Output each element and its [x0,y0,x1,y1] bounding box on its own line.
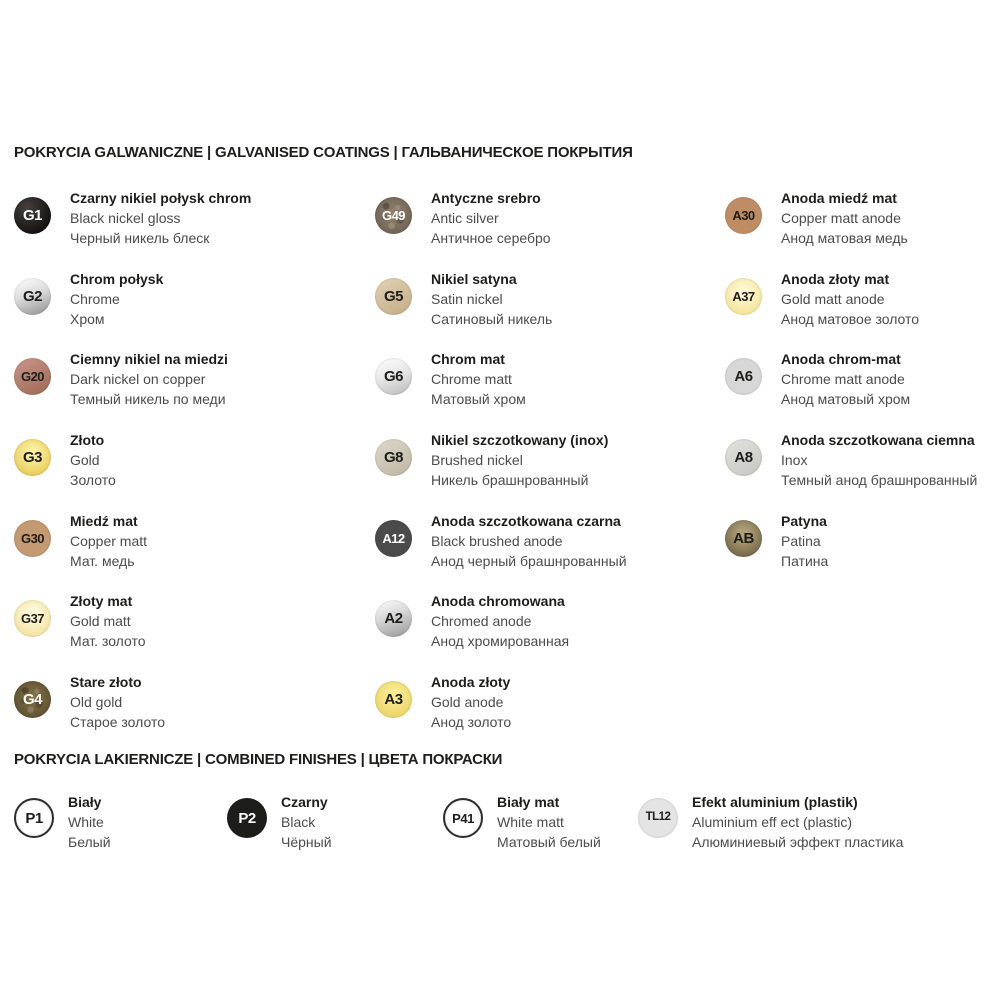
finish-name-ru: Сатиновый никель [431,311,553,327]
swatch-A2 [375,600,412,637]
finish-labels [70,672,165,732]
swatch-G3 [14,439,51,476]
finish-name-ru: Белый [68,834,111,850]
swatch-G37 [14,600,51,637]
finish-name-pl: Biały mat [497,794,560,810]
finish-name-en: Aluminium eff ect (plastic) [692,814,853,830]
finish-name-pl: Anoda chrom-mat [781,351,901,367]
swatch-TL12 [638,798,678,838]
finish-name-pl: Nikiel szczotkowany (inox) [431,432,609,448]
swatch-A30 [725,197,762,234]
swatch-G6 [375,358,412,395]
swatch-G30 [14,520,51,557]
finish-name-pl: Stare złoto [70,674,142,690]
finish-item-G6 [375,349,715,411]
finish-labels [70,188,251,248]
finish-code-label: TL12 [645,811,671,824]
finish-item-G8 [375,430,715,492]
swatch-G49 [375,197,412,234]
finish-name-pl: Anoda chromowana [431,593,565,609]
finish-name-pl: Nikiel satyna [431,271,517,287]
finish-item-G5 [375,269,715,331]
finish-name-en: Brushed nickel [431,452,523,468]
finish-name-en: Dark nickel on copper [70,371,206,387]
finish-labels [431,269,552,329]
finish-code-label: G20 [20,369,45,384]
finish-item-A30 [725,188,1000,250]
finish-name-pl: Anoda złoty [431,674,511,690]
finish-code-label: G3 [22,449,42,466]
finish-code-label: P2 [238,809,256,827]
finish-name-ru: Золото [70,472,116,488]
finish-name-en: Chromed anode [431,613,532,629]
finish-item-TL12 [638,792,978,854]
finish-name-pl: Miedź mat [70,513,138,529]
finish-name-ru: Мат. золото [70,633,146,649]
finish-code-label: A12 [382,531,405,546]
finish-name-pl: Chrom mat [431,351,505,367]
finish-item-AB [725,511,1000,573]
swatch-A37 [725,278,762,315]
finish-item-G49 [375,188,715,250]
finish-labels [781,269,919,329]
finish-labels [68,792,111,852]
finish-labels [431,591,569,651]
finish-name-pl: Anoda szczotkowana ciemna [781,432,975,448]
finish-name-pl: Czarny nikiel połysk chrom [70,190,252,206]
finish-name-ru: Чёрный [281,834,332,850]
finish-code-label: G4 [22,691,42,708]
finish-name-en: Gold anode [431,694,504,710]
finish-name-ru: Хром [70,311,105,327]
finish-name-en: Black nickel gloss [70,210,181,226]
swatch-G5 [375,278,412,315]
finish-labels [70,591,146,651]
swatch-AB [725,520,762,557]
finish-name-en: Chrome matt [431,371,512,387]
swatch-G4 [14,681,51,718]
finish-item-A2 [375,591,715,653]
finish-item-G2 [14,269,354,331]
finish-name-ru: Черный никель блеск [70,230,210,246]
finish-code-label: A3 [384,691,403,708]
finish-name-ru: Мат. медь [70,553,135,569]
finish-name-ru: Алюминиевый эффект пластика [692,834,904,850]
finish-item-G37 [14,591,354,653]
finish-name-ru: Темный анод брашнрованный [781,472,978,488]
finish-name-en: Copper matt [70,533,148,549]
swatch-G1 [14,197,51,234]
finish-labels [70,269,163,329]
finish-code-label: G37 [20,611,45,626]
finish-code-label: G49 [381,208,406,223]
finish-name-en: White matt [497,814,564,830]
finish-name-ru: Матовый хром [431,391,526,407]
finish-code-label: A8 [734,449,753,466]
finish-code-label: G8 [383,449,403,466]
finish-name-ru: Анод черный брашнрованный [431,553,627,569]
finish-name-en: Old gold [70,694,123,710]
finish-name-en: Copper matt anode [781,210,901,226]
finish-labels [431,188,551,248]
finish-name-pl: Patyna [781,513,827,529]
finish-name-en: Chrome [70,291,120,307]
finish-name-en: Patina [781,533,821,549]
finish-item-A12 [375,511,715,573]
finish-name-pl: Złoty mat [70,593,133,609]
finish-code-label: G5 [383,288,403,305]
finish-labels [781,511,828,571]
finish-code-label: AB [733,530,754,547]
finish-item-G4 [14,672,354,734]
finish-name-en: Gold matt [70,613,131,629]
finish-name-ru: Анод матовое золото [781,311,920,327]
finish-labels [70,349,228,409]
finish-name-en: Black brushed anode [431,533,563,549]
section-lacquer-title: POKRYCIA LAKIERNICZE | COMBINED FINISHES | ЦВЕТА ПОКРАСКИ [14,751,503,768]
finish-name-ru: Патина [781,553,829,569]
finish-code-label: A2 [384,610,403,627]
finish-code-label: P1 [25,809,43,827]
finish-labels [281,792,332,852]
finish-labels [781,430,977,490]
swatch-G20 [14,358,51,395]
swatch-A8 [725,439,762,476]
finish-name-pl: Anoda złoty mat [781,271,890,287]
finish-name-pl: Anoda miedź mat [781,190,897,206]
finish-labels [781,188,908,248]
finish-name-en: Antic silver [431,210,499,226]
finish-name-ru: Античное серебро [431,230,551,246]
finish-name-pl: Antyczne srebro [431,190,541,206]
finish-labels [431,349,526,409]
finish-item-A8 [725,430,1000,492]
finish-code-label: G2 [22,288,42,305]
finish-labels [781,349,910,409]
finish-name-pl: Ciemny nikiel na miedzi [70,351,228,367]
finish-name-pl: Złoto [70,432,105,448]
finish-name-pl: Chrom połysk [70,271,164,287]
finish-name-ru: Темный никель по меди [70,391,226,407]
finish-labels [431,672,511,732]
swatch-G8 [375,439,412,476]
finish-name-en: Chrome matt anode [781,371,905,387]
finish-name-pl: Biały [68,794,102,810]
swatch-P2 [227,798,267,838]
finish-item-G3 [14,430,354,492]
finish-name-pl: Efekt aluminium (plastik) [692,794,858,810]
finish-item-A3 [375,672,715,734]
finish-labels [497,792,601,852]
finish-item-G1 [14,188,354,250]
finish-name-en: Inox [781,452,808,468]
finish-name-pl: Anoda szczotkowana czarna [431,513,621,529]
finish-labels [431,511,627,571]
finish-name-en: Gold matt anode [781,291,885,307]
finish-labels [692,792,903,852]
finish-code-label: P41 [452,810,474,826]
finish-item-G20 [14,349,354,411]
finish-name-ru: Матовый белый [497,834,601,850]
finish-code-label: G6 [383,368,403,385]
swatch-P1 [14,798,54,838]
finish-item-A37 [725,269,1000,331]
finish-code-label: A37 [732,289,755,304]
finish-name-en: Gold [70,452,100,468]
finish-code-label: A6 [734,368,753,385]
finish-item-A6 [725,349,1000,411]
swatch-A12 [375,520,412,557]
swatch-A3 [375,681,412,718]
finish-name-en: White [68,814,104,830]
swatch-G2 [14,278,51,315]
swatch-P41 [443,798,483,838]
finish-name-pl: Czarny [281,794,328,810]
finish-code-label: A30 [732,208,755,223]
finish-name-ru: Анод хромированная [431,633,570,649]
finish-labels [431,430,608,490]
finish-labels [70,511,147,571]
finish-item-G30 [14,511,354,573]
section-galvanised-title: POKRYCIA GALWANICZNE | GALVANISED COATINGS | ГАЛЬВАНИЧЕСКОЕ ПОКРЫТИЯ [14,144,633,161]
finish-name-ru: Старое золото [70,714,165,730]
finish-code-label: G30 [20,531,45,546]
finish-name-ru: Анод матовая медь [781,230,908,246]
swatch-A6 [725,358,762,395]
finish-name-ru: Анод золото [431,714,512,730]
finish-code-label: G1 [22,207,42,224]
finish-name-ru: Никель брашнрованный [431,472,589,488]
finish-labels [70,430,116,490]
finish-name-en: Satin nickel [431,291,503,307]
finish-name-ru: Анод матовый хром [781,391,911,407]
finish-name-en: Black [281,814,316,830]
